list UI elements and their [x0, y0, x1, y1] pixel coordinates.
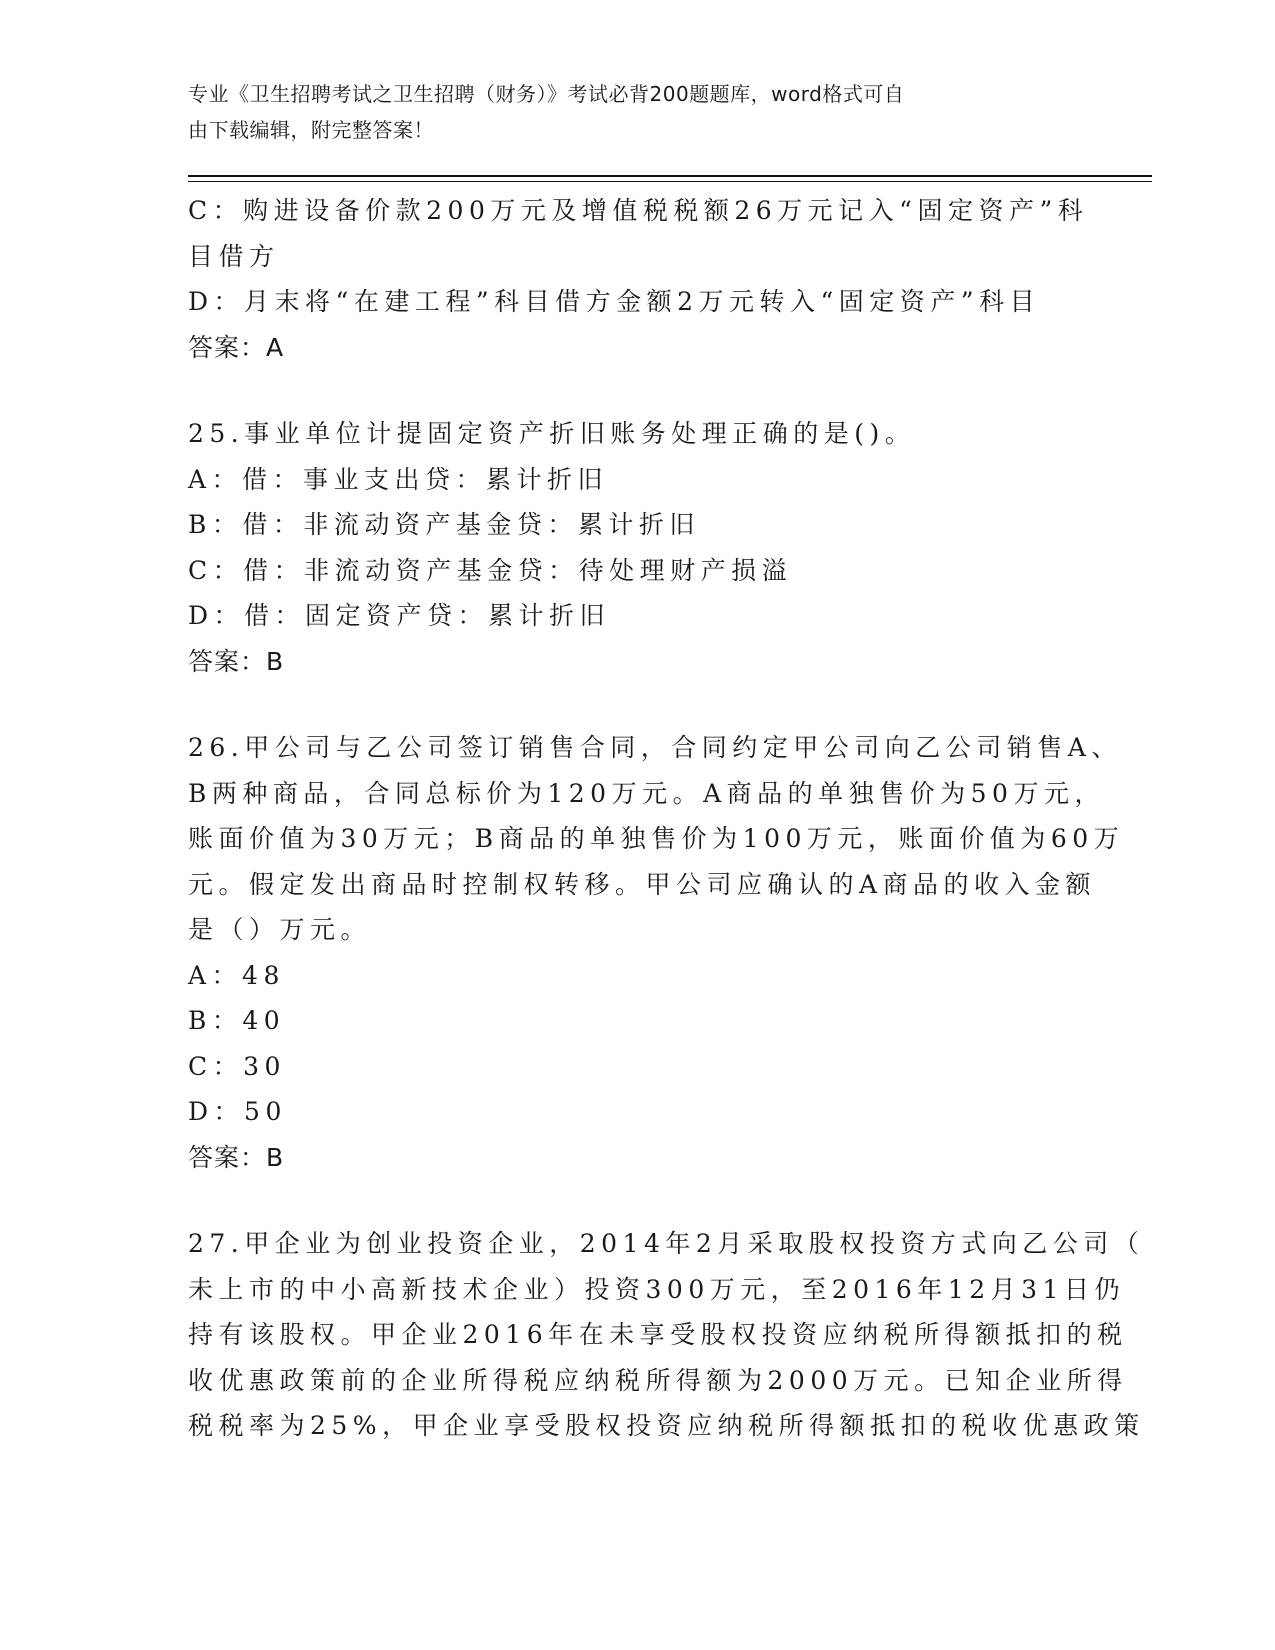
question-26 [188, 725, 1125, 1180]
option-d: D：借：固定资产贷：累计折旧 [188, 601, 611, 630]
option-a: A：借：事业支出贷：累计折旧 [188, 464, 609, 494]
option-c-line-1: C：购进设备价款200万元及增值税税额26万元记入“固定资产”科 [188, 196, 1089, 225]
option-c-line-2: 目借方 [188, 241, 280, 271]
question-stem-line-2: 未上市的中小高新技术企业）投资300万元，至2016年12月31日仍 [188, 1274, 1125, 1304]
question-24-tail [188, 188, 1088, 370]
question-stem-line-5: 是（）万元。 [188, 915, 372, 944]
option-b: B：借：非流动资产基金贷：累计折旧 [188, 510, 700, 539]
spacer [188, 370, 1088, 411]
question-stem-line-1: 26.甲公司与乙公司签订销售合同，合同约定甲公司向乙公司销售A、 [188, 733, 1122, 762]
answer: 答案：B [188, 1142, 285, 1172]
option-d: D：月末将“在建工程”科目借方金额2万元转入“固定资产”科目 [188, 287, 1041, 316]
header-title-line-2: 由下载编辑，附完整答案！ [188, 118, 434, 142]
option-d: D：50 [188, 1097, 287, 1126]
question-stem: 25.事业单位计提固定资产折旧账务处理正确的是()。 [188, 419, 916, 448]
spacer [188, 1180, 1088, 1221]
question-stem-line-4: 收优惠政策前的企业所得税应纳税所得额为2000万元。已知企业所得 [188, 1365, 1128, 1395]
header-title-line-1: 专业《卫生招聘考试之卫生招聘（财务）》考试必背200题题库，word格式可自 [188, 82, 905, 106]
header-rule-thin [188, 181, 1152, 182]
option-b: B：40 [188, 1006, 286, 1035]
answer: 答案：B [188, 646, 285, 676]
option-a: A：48 [188, 960, 285, 990]
question-25 [188, 411, 1088, 684]
question-stem-line-5: 税税率为25%，甲企业享受股权投资应纳税所得额抵扣的税收优惠政策 [188, 1411, 1145, 1440]
answer: 答案：A [188, 332, 285, 362]
page-header [188, 76, 1068, 148]
question-stem-line-1: 27.甲企业为创业投资企业，2014年2月采取股权投资方式向乙公司（ [188, 1229, 1145, 1258]
option-c: C：借：非流动资产基金贷：待处理财产损溢 [188, 555, 793, 585]
question-stem-line-2: B两种商品，合同总标价为120万元。A商品的单独售价为50万元， [188, 778, 1105, 808]
spacer [188, 684, 1088, 725]
option-c: C：30 [188, 1051, 286, 1081]
question-stem-line-3: 持有该股权。甲企业2016年在未享受股权投资应纳税所得额抵扣的税 [188, 1320, 1128, 1349]
question-stem-line-3: 账面价值为30万元；B商品的单独售价为100万元，账面价值为60万 [188, 824, 1125, 853]
header-rule-thick [188, 175, 1152, 177]
question-27 [188, 1221, 1145, 1449]
question-stem-line-4: 元。假定发出商品时控制权转移。甲公司应确认的A商品的收入金额 [188, 869, 1097, 899]
question-content [188, 188, 1145, 1449]
